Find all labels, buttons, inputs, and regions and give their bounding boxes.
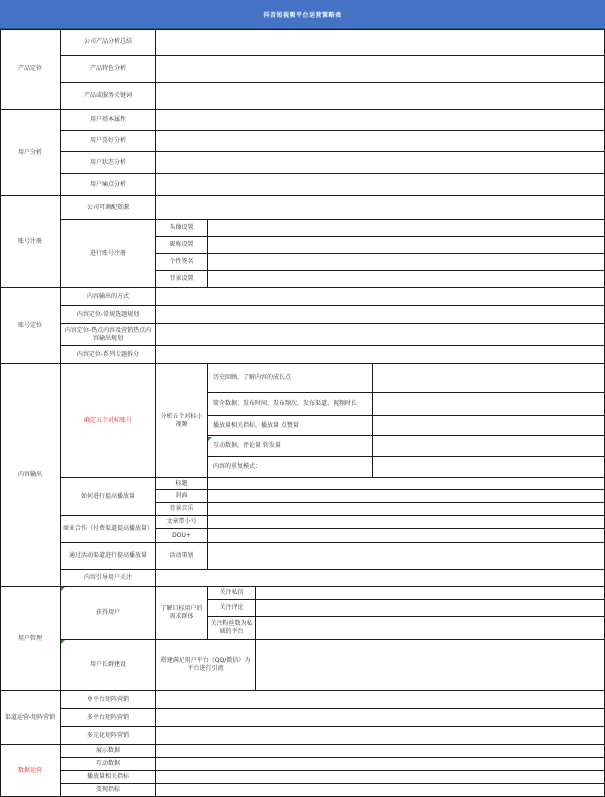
guide-label[interactable]: 内容引导用户关注	[61, 570, 156, 587]
empty-cell[interactable]	[208, 478, 605, 490]
empty-cell[interactable]	[208, 220, 605, 237]
empty-cell[interactable]	[208, 516, 605, 529]
section-label-data[interactable]: 数据运营	[0, 745, 61, 797]
sheet-title: 抖音短视频平台运营策略表	[0, 0, 605, 29]
row-label[interactable]: 展示数据	[61, 745, 156, 758]
comment-marker-icon	[61, 640, 65, 644]
empty-cell[interactable]	[156, 727, 605, 745]
comment-marker-icon	[61, 587, 65, 591]
empty-cell[interactable]	[156, 152, 605, 174]
empty-cell[interactable]	[256, 587, 605, 600]
empty-cell[interactable]	[208, 237, 605, 254]
empty-cell[interactable]	[156, 288, 605, 306]
row-label[interactable]: 用户喜好分析	[61, 131, 156, 152]
section-label-multi[interactable]: 渠道运营-矩阵营销	[0, 691, 61, 745]
acquire-item[interactable]: 关注评论	[208, 600, 256, 617]
empty-cell[interactable]	[156, 29, 605, 56]
views-item[interactable]: 标题	[156, 478, 208, 490]
acquire-mid[interactable]: 了解目标用户的需求群体	[156, 587, 208, 640]
benchmark-mid[interactable]: 分析五个对标小视频	[156, 364, 208, 478]
empty-cell[interactable]	[256, 617, 605, 640]
row-label[interactable]: 公司可调配资源	[61, 196, 156, 220]
empty-cell[interactable]	[208, 503, 605, 516]
row-label[interactable]: 内容定位-系列专题拆分	[61, 346, 156, 364]
benchmark-label[interactable]: 确定五个对标账号	[61, 364, 156, 478]
coop-label[interactable]: 商业合作（付费渠道提高播放量）	[61, 516, 156, 543]
activity-item[interactable]: 活动策划	[156, 543, 208, 570]
benchmark-item[interactable]: 历史回顾，了解内容的成长点	[208, 364, 373, 393]
row-label[interactable]: 产品或服务关键词	[61, 83, 156, 110]
empty-cell[interactable]	[373, 364, 605, 393]
empty-cell[interactable]	[156, 570, 605, 587]
row-label[interactable]: 多元化矩阵营销	[61, 727, 156, 745]
views-item[interactable]: 封面	[156, 490, 208, 503]
section-label-positioning[interactable]: 账号定位	[0, 288, 61, 364]
section-label-product[interactable]: 产品定位	[0, 29, 61, 110]
empty-cell[interactable]	[156, 83, 605, 110]
benchmark-item[interactable]: 内容的重复模式：	[208, 457, 373, 478]
empty-cell[interactable]	[156, 346, 605, 364]
views-item[interactable]: 背景音乐	[156, 503, 208, 516]
coop-item[interactable]: DOU+	[156, 529, 208, 543]
row-label[interactable]: 进行账号注册	[61, 220, 156, 288]
row-label[interactable]: 内容定位-热点内容及营销热点内容输出规划	[61, 324, 156, 346]
section-label-account[interactable]: 账号注册	[0, 196, 61, 288]
row-label[interactable]: 单平台矩阵营销	[61, 691, 156, 709]
row-label[interactable]: 互动数据	[61, 758, 156, 771]
group-label[interactable]: 用户长群建设	[61, 640, 156, 691]
row-label[interactable]: 用户基本属性	[61, 110, 156, 131]
empty-cell[interactable]	[256, 600, 605, 617]
empty-cell[interactable]	[373, 393, 605, 416]
acquire-label[interactable]: 获得用户	[61, 587, 156, 640]
row-label[interactable]: 用户痛点分析	[61, 174, 156, 196]
acquire-item[interactable]: 关注私信	[208, 587, 256, 600]
empty-cell[interactable]	[156, 56, 605, 83]
section-label-user-mgmt[interactable]: 用户管理	[0, 587, 61, 691]
empty-cell[interactable]	[208, 543, 605, 570]
empty-cell[interactable]	[156, 771, 605, 784]
empty-cell[interactable]	[208, 254, 605, 271]
row-label[interactable]: 变现指标	[61, 784, 156, 797]
empty-cell[interactable]	[156, 745, 605, 758]
benchmark-item[interactable]: 播放量相关指标，播放量 点赞量	[208, 416, 373, 436]
row-label[interactable]: 公司产品分析总结	[61, 29, 156, 56]
sub-label[interactable]: 昵称设置	[156, 237, 208, 254]
row-label[interactable]: 播放量相关指标	[61, 771, 156, 784]
section-label-user[interactable]: 用户分析	[0, 110, 61, 196]
empty-cell[interactable]	[156, 709, 605, 727]
empty-cell[interactable]	[208, 271, 605, 288]
row-label[interactable]: 产品特色分析	[61, 56, 156, 83]
empty-cell[interactable]	[156, 324, 605, 346]
empty-cell[interactable]	[373, 416, 605, 436]
empty-cell[interactable]	[156, 784, 605, 797]
empty-cell[interactable]	[373, 436, 605, 457]
empty-cell[interactable]	[156, 110, 605, 131]
benchmark-item[interactable]: 简介数据、发布时间、发布频次、发布渠道、视频时长	[208, 393, 373, 416]
sub-label[interactable]: 个性签名	[156, 254, 208, 271]
activity-label[interactable]: 通过活动渠道进行提高播放量	[61, 543, 156, 570]
section-label-content[interactable]: 内容输出	[0, 364, 61, 587]
benchmark-item[interactable]: 互动数据，评论量 转发量	[208, 436, 373, 457]
row-label[interactable]: 内容定位-常规选题规划	[61, 306, 156, 324]
row-label[interactable]: 内容输出的方式	[61, 288, 156, 306]
row-label[interactable]: 用户状态分析	[61, 152, 156, 174]
empty-cell[interactable]	[156, 131, 605, 152]
empty-cell[interactable]	[208, 490, 605, 503]
empty-cell[interactable]	[208, 529, 605, 543]
empty-cell[interactable]	[156, 174, 605, 196]
comment-marker-icon	[208, 437, 212, 441]
row-label[interactable]: 多平台矩阵营销	[61, 709, 156, 727]
group-mid[interactable]: 搭建满足用户平台（QQ/微信）为平台进行引流	[156, 640, 256, 691]
empty-cell[interactable]	[373, 457, 605, 478]
empty-cell[interactable]	[156, 758, 605, 771]
empty-cell[interactable]	[156, 196, 605, 220]
views-label[interactable]: 如何进行提高播放量	[61, 478, 156, 516]
sub-label[interactable]: 头像设置	[156, 220, 208, 237]
empty-cell[interactable]	[256, 640, 605, 691]
sub-label[interactable]: 背景设置	[156, 271, 208, 288]
empty-cell[interactable]	[156, 691, 605, 709]
acquire-item[interactable]: 关注粉丝数为私域的平台	[208, 617, 256, 640]
coop-item[interactable]: 文章带小号	[156, 516, 208, 529]
empty-cell[interactable]	[156, 306, 605, 324]
